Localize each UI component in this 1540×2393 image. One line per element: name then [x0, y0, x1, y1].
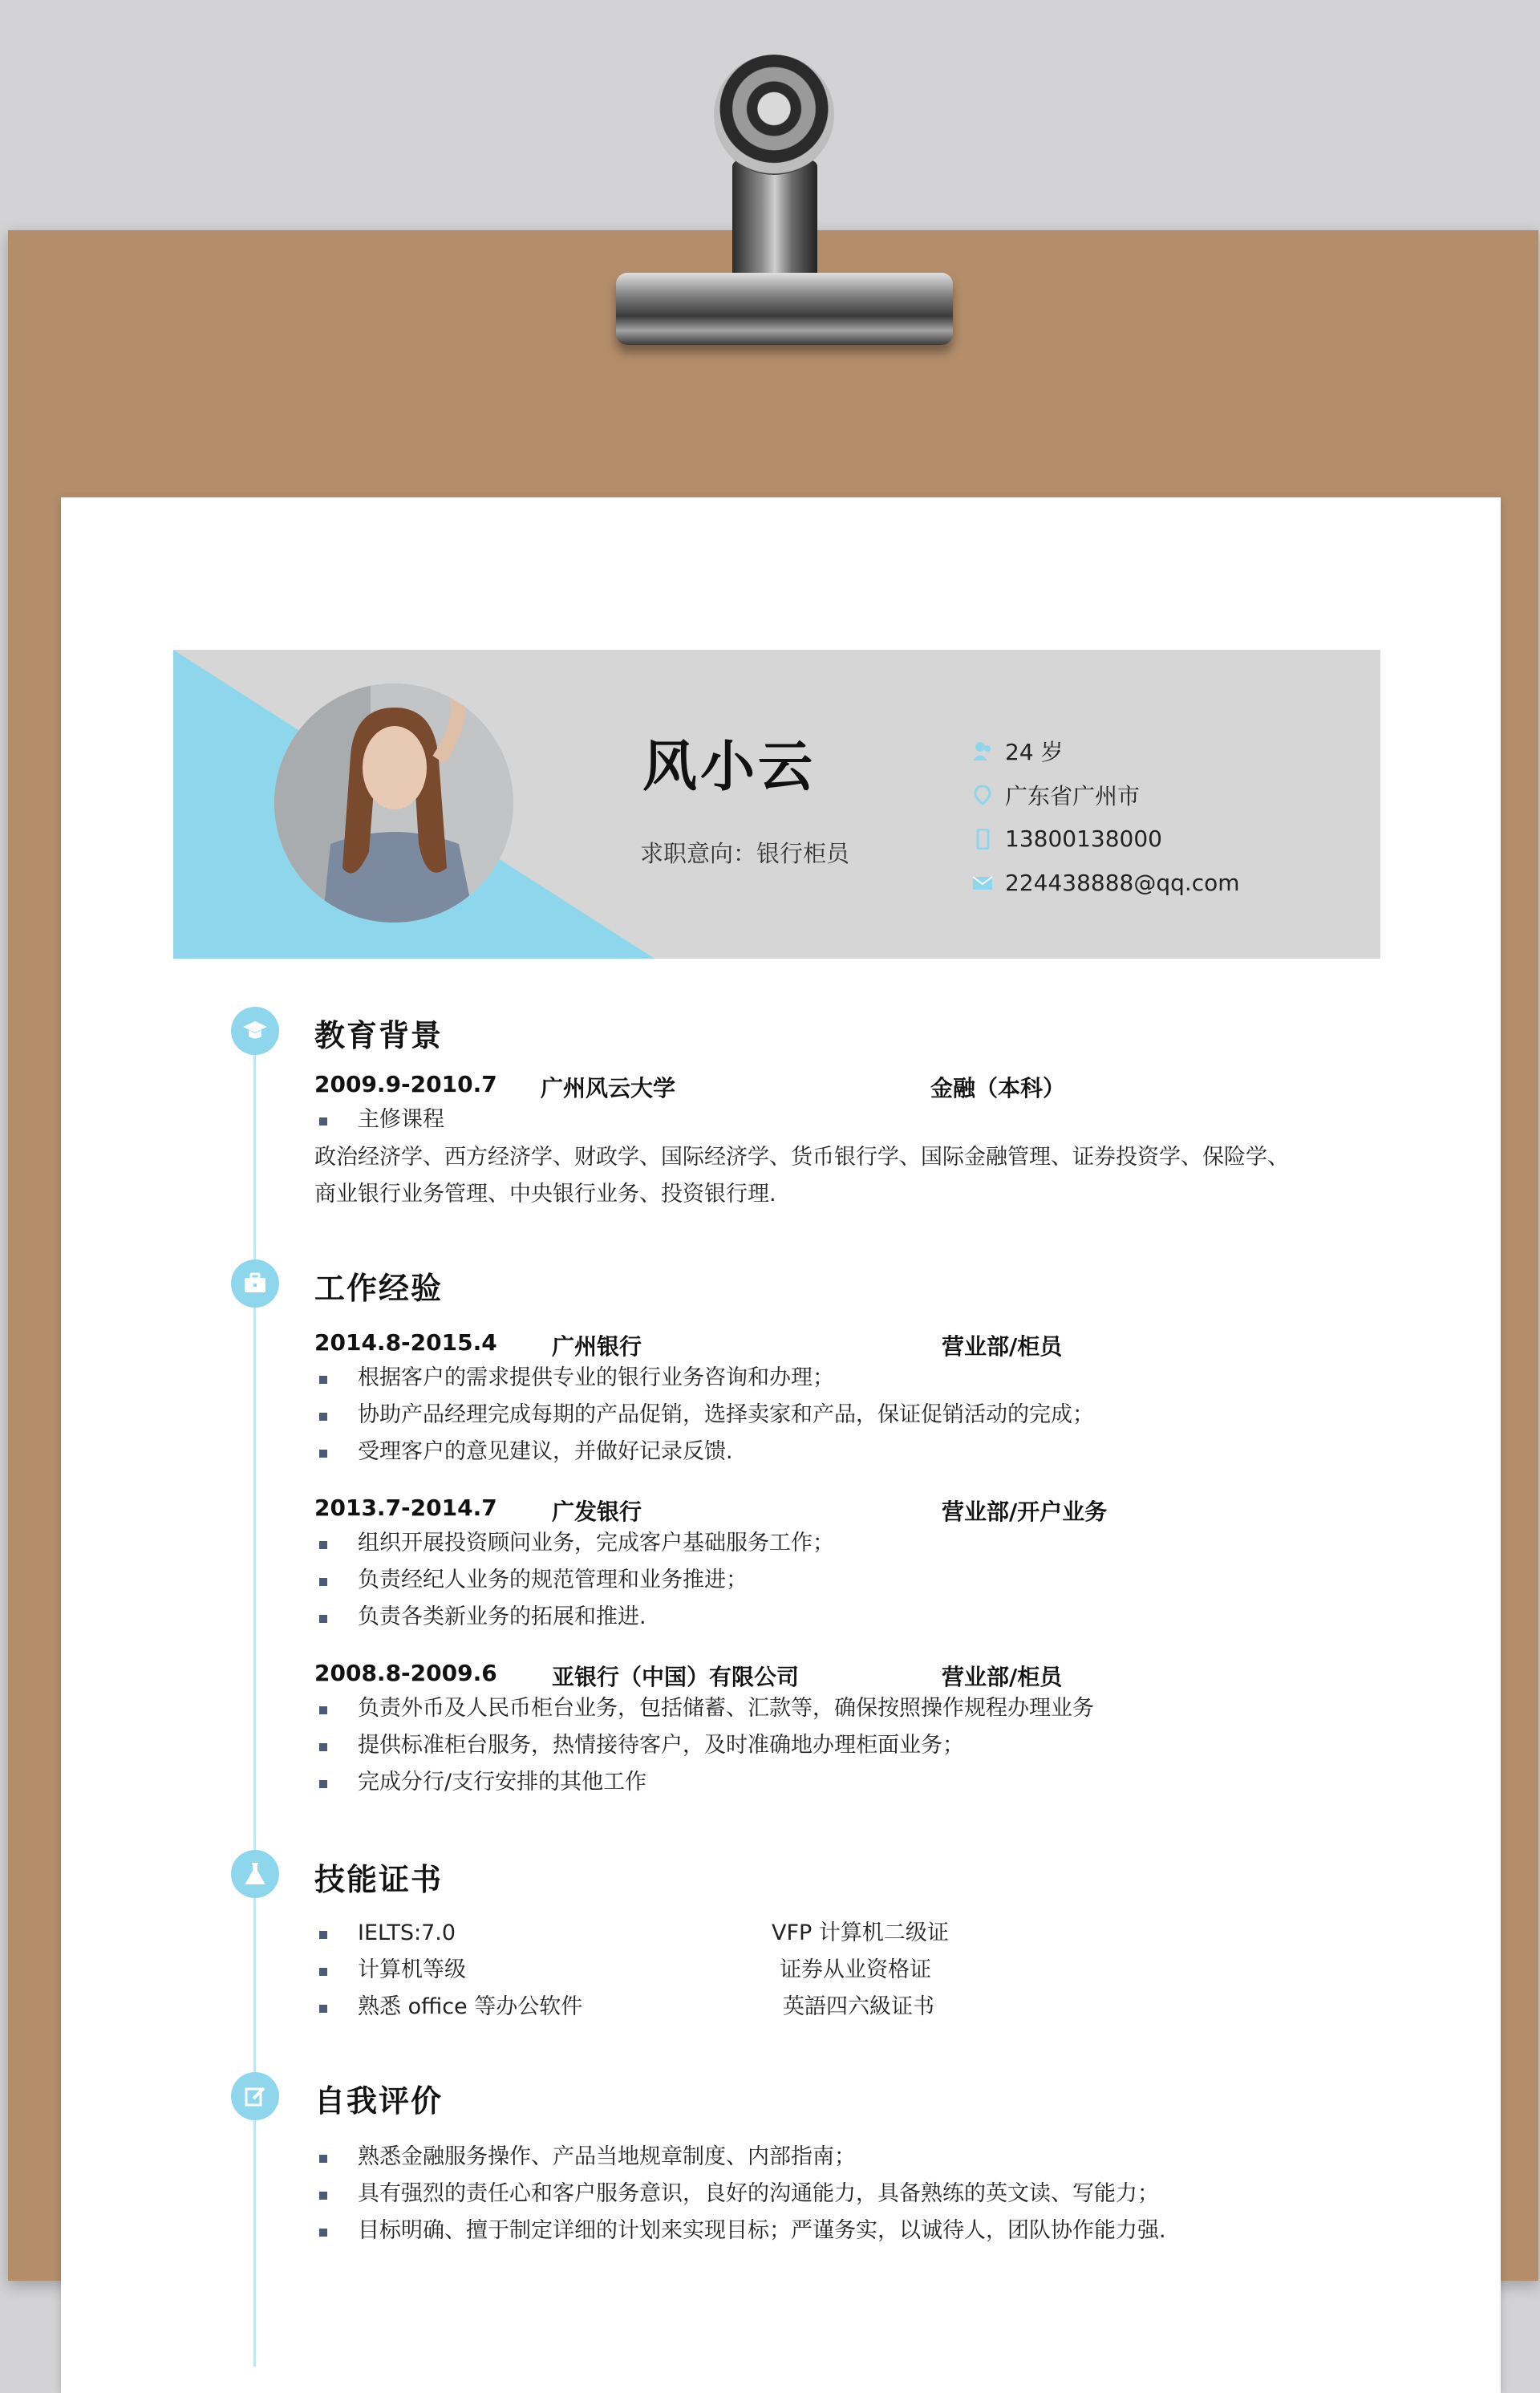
list-item: 具有强烈的责任心和客户服务意识，良好的沟通能力，具备熟练的英文读、写能力； — [314, 2176, 1166, 2213]
job-bullets — [314, 1360, 1094, 1470]
section-title-self-eval: 自我评价 — [314, 2083, 444, 2119]
clip-ring — [714, 55, 834, 175]
clipboard-board — [8, 230, 1538, 2281]
list-item: 负责各类新业务的拓展和推进. — [314, 1599, 834, 1636]
flask-icon — [231, 1850, 279, 1898]
list-item: 完成分行/支行安排的其他工作 — [314, 1764, 1094, 1801]
list-item: 目标明确、擅于制定详细的计划来实现目标；严谨务实，以诚待人，团队协作能力强. — [314, 2213, 1166, 2249]
list-item: 受理客户的意见建议，并做好记录反馈. — [314, 1434, 1094, 1470]
contact-email — [971, 861, 1240, 905]
contact-age — [971, 728, 1240, 773]
education-bullets — [314, 1101, 444, 1138]
skill-left: 计算机等级 — [358, 1957, 466, 1982]
briefcase-icon — [231, 1259, 279, 1308]
job-date: 2008.8-2009.6 — [314, 1660, 497, 1686]
list-item: 负责经纪人业务的规范管理和业务推进； — [314, 1562, 834, 1599]
job-date: 2014.8-2015.4 — [314, 1329, 497, 1356]
list-item: 提供标准柜台服务，热情接待客户，及时准确地办理柜面业务； — [314, 1727, 1094, 1764]
job-company: 广发银行 — [552, 1499, 642, 1525]
skill-right: 证券从业资格证 — [780, 1957, 931, 1982]
avatar — [274, 683, 513, 923]
contact-phone — [971, 817, 1240, 861]
resume-paper — [61, 497, 1501, 2393]
mail-icon — [971, 872, 994, 894]
skill-right: VFP 计算机二级证 — [772, 1920, 949, 1945]
graduation-cap-icon — [231, 1007, 279, 1055]
list-item: 组织开展投资顾问业务，完成客户基础服务工作； — [314, 1525, 834, 1562]
job-company: 广州银行 — [552, 1333, 642, 1360]
job-bullets — [314, 1525, 834, 1636]
job-role: 营业部/柜员 — [942, 1333, 1063, 1360]
contact-info — [971, 728, 1240, 905]
list-item: 负责外币及人民币柜台业务，包括储蓄、汇款等，确保按照操作规程办理业务 — [314, 1690, 1094, 1727]
binder-clip — [578, 48, 946, 353]
job-intent: 求职意向：银行柜员 — [640, 840, 850, 867]
section-title-skills: 技能证书 — [314, 1862, 444, 1897]
location-icon — [971, 784, 994, 806]
contact-location — [971, 773, 1240, 817]
skill-left: IELTS:7.0 — [358, 1920, 456, 1945]
timeline-line — [253, 1011, 256, 2367]
self-eval-bullets — [314, 2139, 1166, 2249]
resume-header — [173, 650, 1380, 959]
courses-line: 商业银行业务管理、中央银行业务、投资银行理. — [314, 1182, 776, 1207]
skill-left: 熟悉 office 等办公软件 — [358, 1994, 583, 2019]
list-item: 主修课程 — [314, 1101, 444, 1138]
edit-icon — [231, 2072, 279, 2120]
section-title-education: 教育背景 — [314, 1018, 444, 1053]
candidate-name: 风小云 — [642, 736, 817, 799]
skill-right: 英語四六級证书 — [783, 1994, 934, 2019]
job-role: 营业部/开户业务 — [942, 1499, 1108, 1525]
job-date: 2013.7-2014.7 — [314, 1495, 497, 1521]
age-text: 24 岁 — [1005, 738, 1064, 765]
education-date: 2009.9-2010.7 — [314, 1071, 497, 1097]
email-text[interactable]: 224438888@qq.com — [1005, 870, 1240, 896]
phone-icon — [971, 828, 994, 850]
location-text: 广东省广州市 — [1005, 782, 1141, 809]
section-title-work: 工作经验 — [314, 1271, 444, 1306]
job-company: 亚银行（中国）有限公司 — [552, 1664, 800, 1690]
list-item: 协助产品经理完成每期的产品促销，选择卖家和产品，保证促销活动的完成； — [314, 1397, 1094, 1434]
education-courses — [314, 1139, 1317, 1213]
clip-base — [616, 273, 953, 345]
education-major: 金融（本科） — [930, 1075, 1066, 1101]
list-item: 根据客户的需求提供专业的银行业务咨询和办理； — [314, 1360, 1094, 1397]
phone-text[interactable]: 13800138000 — [1005, 825, 1162, 852]
list-item: 熟悉金融服务操作、产品当地规章制度、内部指南； — [314, 2139, 1166, 2176]
courses-line: 政治经济学、西方经济学、财政学、国际经济学、货币银行学、国际金融管理、证券投资学、保险学、 — [314, 1145, 1289, 1170]
job-bullets — [314, 1690, 1094, 1801]
user-icon — [971, 740, 994, 762]
education-school: 广州风云大学 — [541, 1075, 676, 1101]
job-role: 营业部/柜员 — [942, 1664, 1063, 1690]
